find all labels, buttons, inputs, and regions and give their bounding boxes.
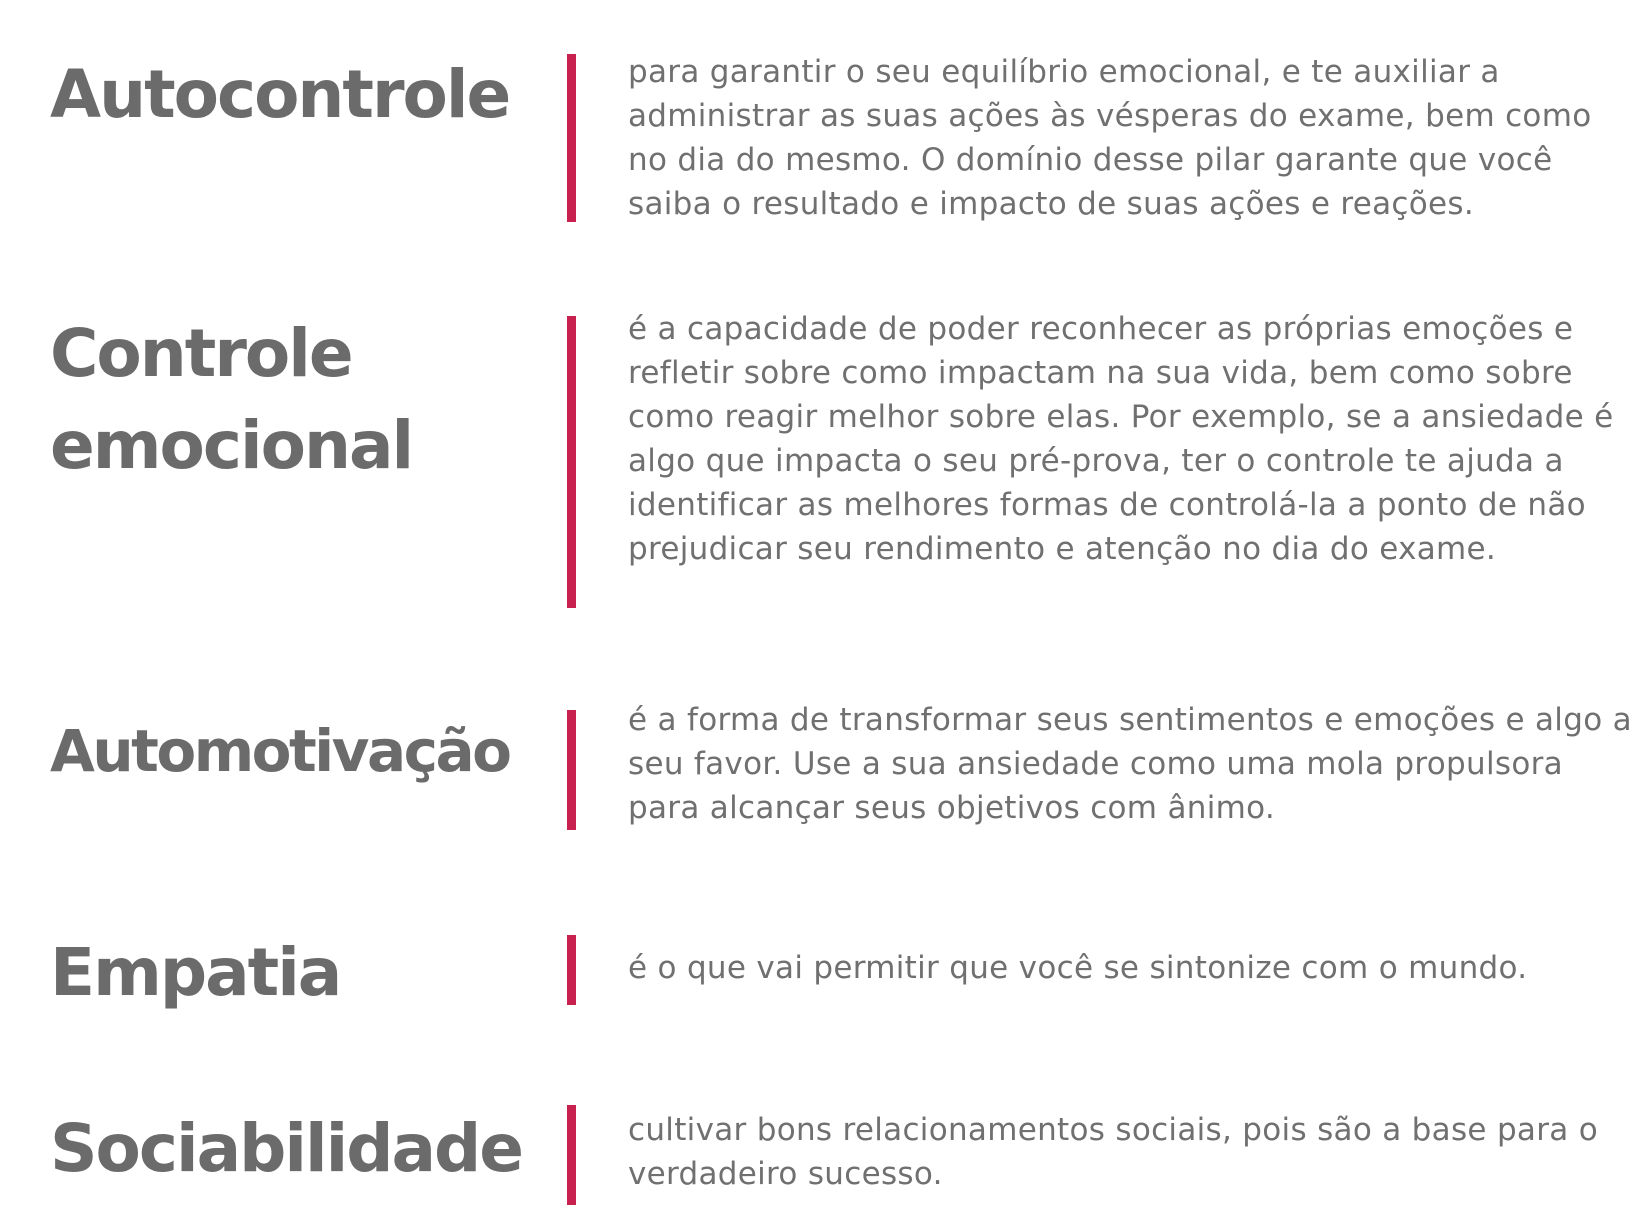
pillar-title-line: Autocontrole xyxy=(50,56,510,133)
pillar-title-line: Automotivação xyxy=(50,717,510,785)
pillar-title-line: emocional xyxy=(50,407,413,484)
accent-bar xyxy=(567,1105,576,1205)
pillar-title xyxy=(50,717,510,785)
pillar-title xyxy=(50,56,510,133)
pillar-description: cultivar bons relacionamentos sociais, pois são a base para o verdadeiro sucesso. xyxy=(628,1112,1598,1192)
pillar-description: é o que vai permitir que você se sintonize com o mundo. xyxy=(628,950,1528,986)
pillar-description: para garantir o seu equilíbrio emocional, e te auxiliar a administrar as suas ações às vésperas do exame, bem como no dia do mesmo. O domínio desse pilar garante que você saiba o resultado e impacto de suas ações e reações. xyxy=(628,54,1592,222)
pillar-description: é a forma de transformar seus sentimentos e emoções e algo a seu favor. Use a sua ansiedade como uma mola propulsora para alcançar seus objetivos com ânimo. xyxy=(628,702,1632,826)
pillar-description: é a capacidade de poder reconhecer as próprias emoções e refletir sobre como impactam na sua vida, bem como sobre como reagir melhor sobre elas. Por exemplo, se a ansiedade é algo que impacta o seu pré-prova, ter o controle te ajuda a identificar as melhores formas de controlá-la a ponto de não prejudicar seu rendimento e atenção no dia do exame. xyxy=(628,311,1614,567)
accent-bar xyxy=(567,710,576,830)
pillar-title xyxy=(50,934,341,1011)
pillar-title-line: Empatia xyxy=(50,934,341,1011)
accent-bar xyxy=(567,54,576,222)
pillar-title-line: Controle xyxy=(50,315,352,392)
pillar-title xyxy=(50,1110,523,1187)
pillar-title-line: Sociabilidade xyxy=(50,1110,523,1187)
accent-bar xyxy=(567,935,576,1005)
accent-bar xyxy=(567,316,576,608)
pillar-title xyxy=(50,308,412,492)
